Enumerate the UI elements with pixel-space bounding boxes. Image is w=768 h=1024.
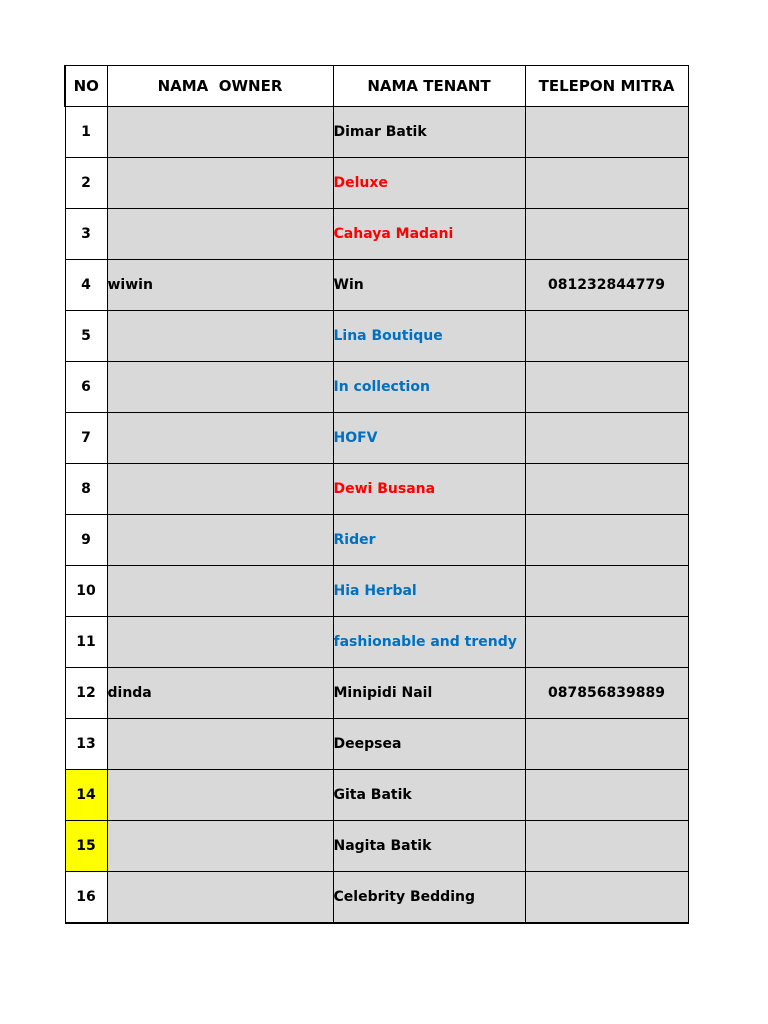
partner-phone-cell[interactable] [525,566,688,617]
tenant-name-cell[interactable]: Celebrity Bedding [333,872,525,924]
owner-name-cell[interactable] [107,770,333,821]
table-row [65,362,688,413]
row-number-cell[interactable]: 9 [65,515,107,566]
row-number-cell[interactable]: 8 [65,464,107,515]
owner-name-cell[interactable]: dinda [107,668,333,719]
table-row [65,872,688,924]
tenant-name-cell[interactable]: Hia Herbal [333,566,525,617]
owner-name-cell[interactable] [107,311,333,362]
table-row [65,260,688,311]
row-number-cell[interactable]: 7 [65,413,107,464]
tenant-name-cell[interactable]: Nagita Batik [333,821,525,872]
partner-phone-cell[interactable] [525,107,688,158]
owner-name-cell[interactable] [107,158,333,209]
table-row [65,209,688,260]
partner-phone-cell[interactable] [525,464,688,515]
partner-phone-cell[interactable] [525,209,688,260]
tenant-name-cell[interactable]: HOFV [333,413,525,464]
owner-name-cell[interactable] [107,362,333,413]
row-number-cell[interactable]: 4 [65,260,107,311]
partner-phone-cell[interactable]: 081232844779 [525,260,688,311]
row-number-cell[interactable]: 14 [65,770,107,821]
partner-phone-cell[interactable] [525,821,688,872]
row-number-cell[interactable]: 12 [65,668,107,719]
row-number-cell[interactable]: 13 [65,719,107,770]
owner-name-cell[interactable] [107,107,333,158]
row-number-cell[interactable]: 1 [65,107,107,158]
owner-name-cell[interactable]: wiwin [107,260,333,311]
row-number-cell[interactable]: 3 [65,209,107,260]
row-number-cell[interactable]: 11 [65,617,107,668]
row-number-cell[interactable]: 15 [65,821,107,872]
partner-phone-cell[interactable] [525,872,688,924]
table-row [65,107,688,158]
tenant-name-cell[interactable]: Minipidi Nail [333,668,525,719]
table-row [65,464,688,515]
header-no: NO [65,66,107,107]
table-row [65,158,688,209]
owner-name-cell[interactable] [107,719,333,770]
header-row [65,66,688,107]
partner-phone-cell[interactable] [525,617,688,668]
tenant-name-cell[interactable]: Dewi Busana [333,464,525,515]
owner-name-cell[interactable] [107,821,333,872]
partner-phone-cell[interactable] [525,770,688,821]
table-row [65,668,688,719]
partner-phone-cell[interactable] [525,362,688,413]
table-row [65,770,688,821]
header-tenant-name: NAMA TENANT [333,66,525,107]
table-row [65,821,688,872]
header-owner-name: NAMA OWNER [107,66,333,107]
row-number-cell[interactable]: 2 [65,158,107,209]
owner-name-cell[interactable] [107,872,333,924]
tenant-name-cell[interactable]: Deluxe [333,158,525,209]
table-row [65,566,688,617]
owner-name-cell[interactable] [107,464,333,515]
owner-name-cell[interactable] [107,566,333,617]
tenant-name-cell[interactable]: In collection [333,362,525,413]
partner-phone-cell[interactable] [525,158,688,209]
tenant-table [64,65,689,924]
tenant-name-cell[interactable]: Rider [333,515,525,566]
table-row [65,719,688,770]
owner-name-cell[interactable] [107,617,333,668]
owner-name-cell[interactable] [107,209,333,260]
tenant-name-cell[interactable]: Gita Batik [333,770,525,821]
row-number-cell[interactable]: 16 [65,872,107,924]
tenant-name-cell[interactable]: Lina Boutique [333,311,525,362]
header-partner-phone: TELEPON MITRA [525,66,688,107]
tenant-name-cell[interactable]: Deepsea [333,719,525,770]
tenant-name-cell[interactable]: Dimar Batik [333,107,525,158]
row-number-cell[interactable]: 6 [65,362,107,413]
partner-phone-cell[interactable] [525,515,688,566]
partner-phone-cell[interactable] [525,719,688,770]
owner-name-cell[interactable] [107,515,333,566]
partner-phone-cell[interactable]: 087856839889 [525,668,688,719]
table-row [65,515,688,566]
tenant-name-cell[interactable]: fashionable and trendy [333,617,525,668]
tenant-name-cell[interactable]: Cahaya Madani [333,209,525,260]
table-row [65,413,688,464]
tenant-name-cell[interactable]: Win [333,260,525,311]
table-body [65,107,688,924]
table-row [65,311,688,362]
row-number-cell[interactable]: 5 [65,311,107,362]
owner-name-cell[interactable] [107,413,333,464]
partner-phone-cell[interactable] [525,311,688,362]
row-number-cell[interactable]: 10 [65,566,107,617]
table-row [65,617,688,668]
partner-phone-cell[interactable] [525,413,688,464]
